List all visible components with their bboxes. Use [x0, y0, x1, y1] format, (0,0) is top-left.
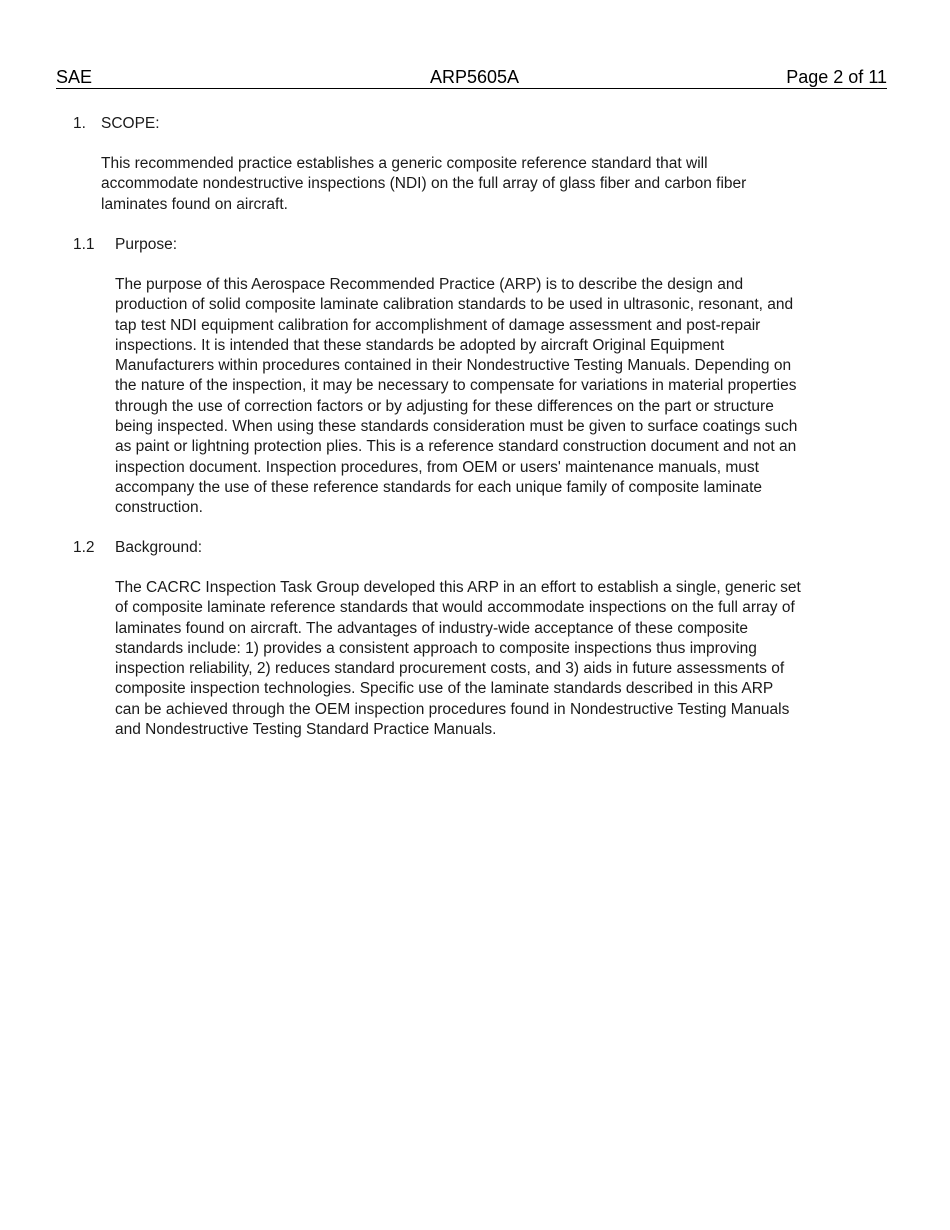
- purpose-paragraph: [115, 275, 797, 519]
- paragraph-line: The CACRC Inspection Task Group developed this ARP in an effort to establish a single, generic set: [115, 579, 801, 596]
- section-number: 1.1: [73, 236, 95, 253]
- paragraph-line: inspection reliability, 2) reduces standard procurement costs, and 3) aids in future assessments of: [115, 660, 785, 678]
- paragraph-line: laminates found on aircraft.: [101, 195, 288, 213]
- paragraph-line: and Nondestructive Testing Standard Practice Manuals.: [115, 721, 497, 739]
- section-title: Background:: [115, 539, 203, 556]
- background-paragraph: [115, 578, 801, 740]
- paragraph-line: The purpose of this Aerospace Recommended Practice (ARP) is to describe the design and: [115, 276, 744, 293]
- header-org: SAE: [56, 67, 93, 87]
- paragraph-line: through the use of correction factors or by adjusting for these differences on the part or structure: [115, 397, 774, 415]
- paragraph-line: construction.: [115, 499, 203, 517]
- paragraph-line: being inspected. When using these standards consideration must be given to surface coatings such: [115, 418, 798, 436]
- paragraph-line: accompany the use of these reference standards for each unique family of composite laminate: [115, 478, 763, 496]
- header-doc-number: ARP5605A: [430, 67, 520, 87]
- paragraph-line: composite inspection technologies. Specific use of the laminate standards described in this ARP: [115, 680, 774, 698]
- paragraph-line: production of solid composite laminate calibration standards to be used in ultrasonic, resonant, and: [115, 296, 794, 314]
- paragraph-line: laminates found on aircraft. The advantages of industry-wide acceptance of these composite: [115, 619, 748, 637]
- paragraph-line: tap test NDI equipment calibration for accomplishment of damage assessment and post-repair: [115, 316, 761, 334]
- section-number: 1.2: [73, 539, 95, 556]
- paragraph-line: the nature of the inspection, it may be necessary to compensate for variations in material properties: [115, 377, 797, 395]
- paragraph-line: of composite laminate reference standards that would accommodate inspections on the full array of: [115, 599, 795, 617]
- paragraph-line: standards include: 1) provides a consistent approach to composite inspections thus improving: [115, 639, 757, 657]
- paragraph-line: inspection document. Inspection procedures, from OEM or users' maintenance manuals, must: [115, 458, 759, 476]
- paragraph-line: as paint or lightning protection plies. This is a reference standard construction document and not an: [115, 438, 797, 456]
- section-title: Purpose:: [115, 236, 178, 253]
- page-header: [56, 66, 887, 89]
- section-number: 1.: [73, 115, 86, 132]
- paragraph-line: inspections. It is intended that these standards be adopted by aircraft Original Equipment: [115, 336, 725, 354]
- header-page-number: Page 2 of 11: [786, 67, 887, 87]
- paragraph-line: Manufacturers within procedures contained in their Nondestructive Testing Manuals. Depending on: [115, 357, 792, 375]
- scope-paragraph: [101, 154, 746, 215]
- paragraph-line: This recommended practice establishes a generic composite reference standard that will: [101, 155, 708, 172]
- section-title: SCOPE:: [101, 115, 160, 132]
- paragraph-line: accommodate nondestructive inspections (NDI) on the full array of glass fiber and carbon fiber: [101, 175, 747, 193]
- paragraph-line: can be achieved through the OEM inspection procedures found in Nondestructive Testing Manuals: [115, 700, 790, 718]
